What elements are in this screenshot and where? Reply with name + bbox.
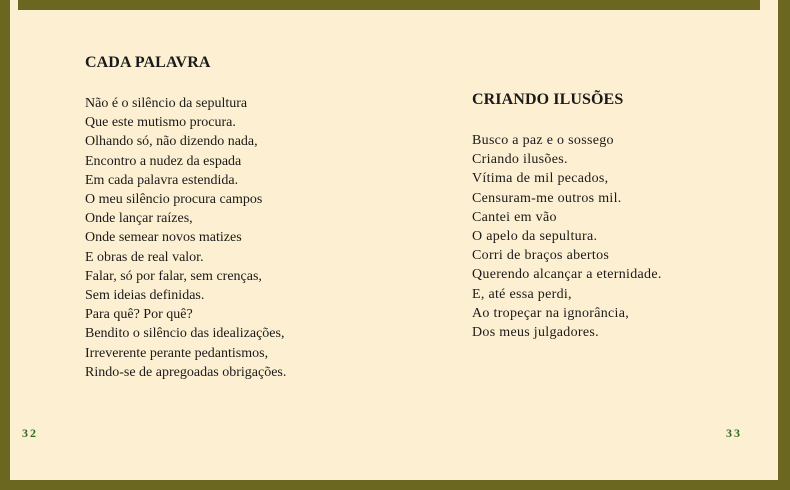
- poem-line: Sem ideias definidas.: [85, 288, 205, 304]
- poem-cada-palavra: [85, 54, 405, 382]
- poem-lines: [472, 131, 762, 342]
- poem-title: CADA PALAVRA: [85, 54, 211, 71]
- poem-line: Criando ilusões.: [472, 152, 568, 168]
- poem-line: Não é o silêncio da sepultura: [85, 96, 248, 111]
- poem-line: Corri de braços abertos: [472, 248, 610, 264]
- poem-line: Ao tropeçar na ignorância,: [472, 305, 630, 321]
- frame-notch-right: [760, 0, 778, 10]
- poem-line: Em cada palavra estendida.: [85, 172, 239, 188]
- poem-line: Cantei em vão: [472, 209, 557, 225]
- poem-line: Rindo-se de apregoadas obrigações.: [85, 364, 287, 380]
- poem-line: Bendito o silêncio das idealizações,: [85, 326, 285, 342]
- poem-line: Vítima de mil pecados,: [472, 171, 609, 187]
- poem-line: E obras de real valor.: [85, 249, 204, 265]
- frame-notch-left: [10, 0, 18, 10]
- poem-line: Querendo alcançar a eternidade.: [472, 267, 662, 283]
- poem-line: Dos meus julgadores.: [472, 325, 599, 341]
- poem-title: CRIANDO ILUSÕES: [472, 91, 624, 108]
- poem-line: O meu silêncio procura campos: [85, 192, 263, 208]
- poem-line: Busco a paz e o sossego: [472, 133, 614, 148]
- poem-line: Onde lançar raízes,: [85, 211, 193, 227]
- poem-line: E, até essa perdi,: [472, 286, 572, 302]
- poem-line: Olhando só, não dizendo nada,: [85, 134, 258, 150]
- poem-line: O apelo da sepultura.: [472, 229, 598, 245]
- page-number-right: 33: [726, 426, 742, 440]
- poem-lines: [85, 94, 405, 382]
- poem-line: Onde semear novos matizes: [85, 230, 242, 246]
- poem-line: Encontro a nudez da espada: [85, 153, 242, 169]
- poem-line: Falar, só por falar, sem crenças,: [85, 268, 262, 284]
- page-number-left: 32: [22, 426, 38, 440]
- poem-criando-ilusoes: [472, 91, 762, 342]
- poem-line: Para quê? Por quê?: [85, 307, 193, 323]
- poem-line: Que este mutismo procura.: [85, 115, 236, 131]
- poem-line: Censuram-me outros mil.: [472, 190, 622, 206]
- poem-line: Irreverente perante pedantismos,: [85, 345, 269, 361]
